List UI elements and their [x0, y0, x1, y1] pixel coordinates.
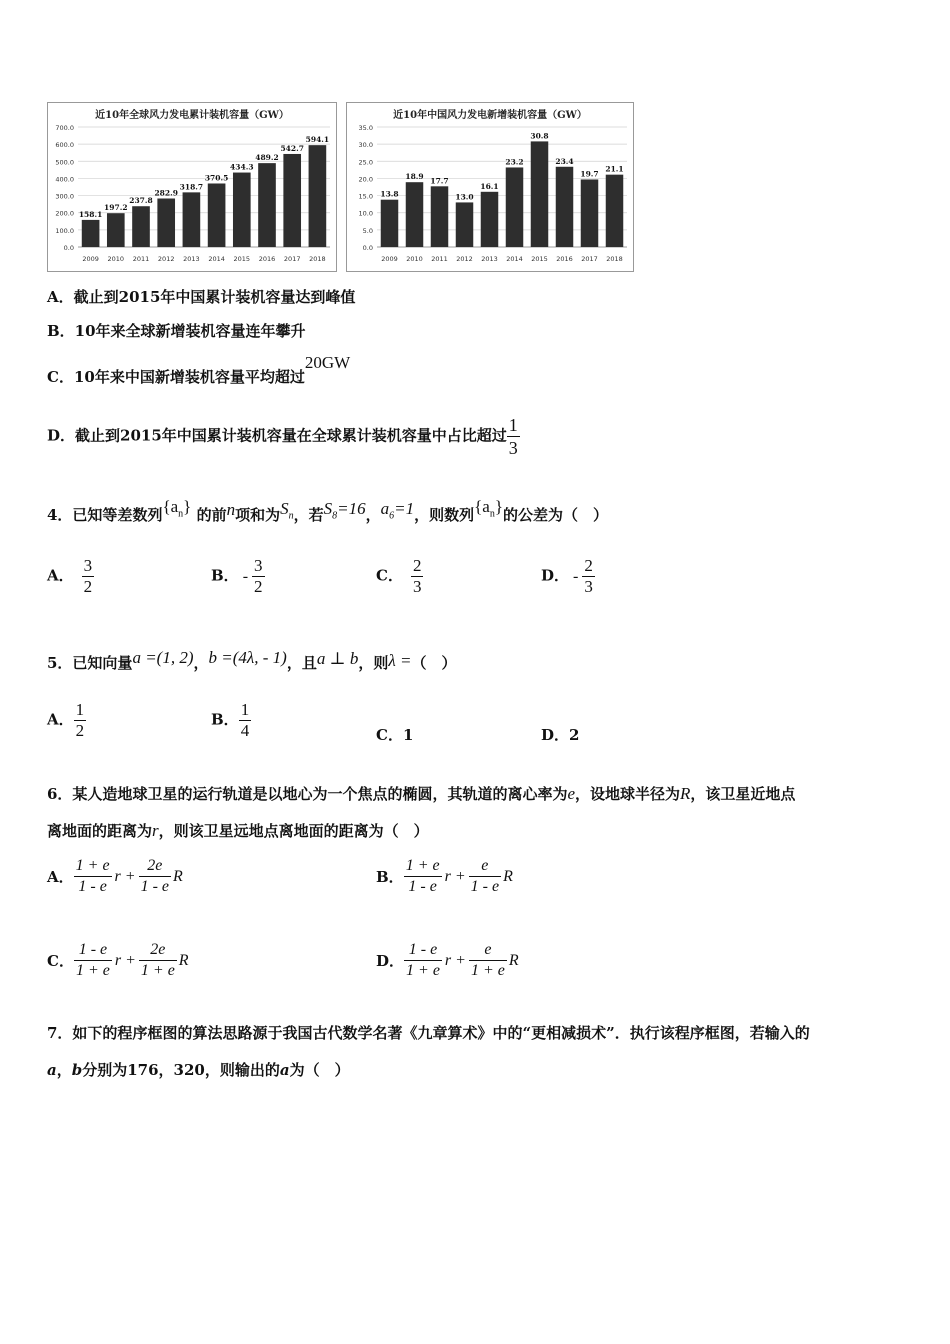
q3-option-d-fraction [507, 414, 520, 459]
q5-opt-b-den: 4 [240, 721, 250, 740]
chart-bar [309, 145, 327, 247]
q5-stem-2: ，且 [286, 654, 317, 672]
q4-opt-num: 3 [254, 556, 263, 575]
q6-opt-frac-1 [404, 856, 442, 897]
q6-opt-mid: r + [114, 951, 136, 969]
q4-opt-den: 2 [254, 577, 263, 596]
q6-opt-end: R [508, 951, 519, 969]
global-capacity-chart-svg [48, 103, 336, 271]
q5-opt-b-fraction [239, 700, 252, 741]
q4-a6: a [380, 499, 390, 518]
chart-category-label: 2009 [381, 255, 398, 263]
q7-line2-b: 为（ ） [289, 1061, 350, 1079]
q6-opt-d2: 1 + e [140, 962, 175, 979]
q5-opt-a-fraction [74, 700, 87, 741]
q6-opt-n1: 1 + e [74, 856, 112, 877]
chart-value-label: 17.7 [430, 176, 449, 186]
q5-stem-3: ，则 [358, 654, 389, 672]
chart-bar [606, 175, 624, 247]
q4-comma: ， [365, 506, 381, 524]
global-capacity-chart [47, 102, 337, 272]
chart-category-label: 2016 [258, 255, 276, 263]
q6-opt-d1: 1 + e [75, 962, 110, 979]
q6-opt-end: R [503, 867, 513, 885]
chart-category-label: 2013 [481, 255, 498, 263]
q4-opt-den: 3 [412, 577, 422, 596]
q6-opt-expression [404, 940, 519, 981]
q5-stem [47, 648, 456, 678]
q4-a6-sub: 6 [389, 510, 395, 522]
q6-stem-line-1 [47, 783, 795, 804]
q6-opt-label: A． [47, 868, 74, 886]
q6-opt-label: D． [376, 952, 405, 970]
chart-bar [406, 182, 424, 247]
chart-category-label: 2010 [107, 255, 125, 263]
chart-category-label: 2015 [233, 255, 251, 263]
q6-opt-n1: 1 - e [404, 940, 442, 961]
chart-value-label: 282.9 [154, 188, 178, 198]
chart-value-label: 318.7 [179, 182, 204, 192]
chart-ytick-label: 15.0 [358, 192, 373, 201]
q4-option-a [47, 556, 94, 597]
q6-opt-label: B． [376, 868, 404, 886]
q4-stem-2: 的前 [196, 506, 227, 524]
chart-value-label: 13.0 [455, 192, 474, 202]
q3-option-d-text: D．截止到2015年中国累计装机容量在全球累计装机容量中占比超过 [47, 426, 507, 445]
q4-opt-sign: - [573, 567, 579, 585]
q4-opt-num: 3 [83, 556, 93, 575]
chart-value-label: 594.1 [305, 135, 330, 145]
q3-option-b: B．10年来全球新增装机容量连年攀升 [47, 322, 306, 340]
q4-opt-label: B． [211, 566, 239, 585]
chart-bar [132, 206, 150, 247]
chart-bar [481, 192, 499, 247]
chart-bar [556, 167, 574, 247]
q6-line2-a: 离地面的距离为 [47, 822, 153, 840]
chart-value-label: 16.1 [480, 181, 499, 191]
q4-opt-den: 2 [83, 577, 93, 596]
chart-ytick-label: 700.0 [55, 124, 74, 132]
q5-option-d: D．2 [541, 726, 580, 744]
chart-title: 近10年全球风力发电累计装机容量（GW） [95, 110, 289, 121]
q4-seq-sub: n [178, 508, 184, 520]
chart-category-label: 2010 [406, 255, 423, 263]
q6-opt-end: R [173, 867, 183, 885]
q5-a-vec: a =(1, 2) [132, 648, 194, 667]
chart-bar [258, 163, 276, 247]
q5-opt-b-label: B． [211, 710, 239, 729]
q6-opt-frac-2 [139, 940, 177, 981]
q6-opt-n2: e [469, 940, 507, 961]
q6-opt-d1: 1 - e [408, 878, 437, 895]
q3-option-c [47, 353, 351, 387]
q4-opt-num: 2 [584, 556, 593, 575]
chart-category-label: 2009 [82, 255, 99, 263]
q6-opt-expression [74, 856, 183, 897]
chart-category-label: 2018 [309, 255, 326, 263]
q4-S8-val: =16 [337, 499, 366, 518]
china-new-capacity-chart [346, 102, 634, 272]
chart-title: 近10年中国风力发电新增装机容量（GW） [393, 110, 587, 121]
q4-S: S [280, 499, 289, 518]
q4-a6-val: =1 [394, 499, 415, 518]
q4-S-sub: n [288, 510, 294, 522]
q6-option-c [47, 940, 189, 981]
q4-S8: S [323, 499, 333, 518]
q6-stem-line-2 [47, 820, 429, 841]
q6-opt-n2: 2e [139, 940, 177, 961]
q6-option-b [376, 856, 513, 897]
chart-category-label: 2014 [208, 255, 225, 263]
q6-opt-mid: r + [444, 951, 466, 969]
chart-category-label: 2011 [132, 255, 150, 263]
q5-opt-a-label: A． [47, 710, 74, 729]
chart-category-label: 2011 [431, 255, 448, 263]
chart-category-label: 2015 [531, 255, 548, 263]
q4-opt-label: A． [47, 566, 74, 585]
q6-R: R [680, 784, 691, 803]
q6-opt-end: R [178, 951, 189, 969]
chart-value-label: 489.2 [255, 153, 279, 163]
chart-bar [107, 213, 125, 247]
q6-e: e [567, 784, 575, 803]
q7-a2: a [279, 1061, 290, 1079]
q5-lambda: λ = [388, 651, 412, 670]
q6-opt-expression [404, 856, 513, 897]
q5-b-vec: b =(4λ, - 1) [208, 648, 287, 667]
chart-bar [82, 220, 100, 247]
chart-value-label: 158.1 [78, 209, 103, 219]
q5-stem-4: （ ） [411, 654, 457, 672]
chart-value-label: 21.1 [605, 164, 624, 174]
q4-opt-den: 3 [584, 577, 593, 596]
q6-opt-d1: 1 - e [78, 878, 107, 895]
q4-opt-fraction [411, 556, 424, 597]
q5-opt-a-den: 2 [75, 721, 85, 740]
q6-opt-frac-2 [469, 940, 507, 981]
chart-bar [157, 199, 175, 247]
q4-seq-brace [162, 497, 192, 520]
q6-opt-d2: 1 + e [470, 962, 505, 979]
chart-ytick-label: 300.0 [55, 192, 74, 201]
chart-ytick-label: 0.0 [63, 244, 74, 252]
q4-opt-sign: - [242, 567, 249, 585]
q4-opt-label: D． [541, 566, 570, 585]
q6-line2-b: ，则该卫星远地点离地面的距离为（ ） [158, 822, 429, 840]
q4-n: n [226, 500, 236, 519]
chart-bar [381, 200, 399, 247]
chart-ytick-label: 100.0 [55, 226, 74, 235]
q4-opt-fraction [582, 556, 595, 597]
q7-a: a [47, 1061, 57, 1079]
q5-opt-b-num: 1 [240, 700, 250, 719]
q4-option-b [211, 556, 265, 597]
chart-bar [531, 141, 549, 247]
chart-value-label: 13.8 [380, 189, 399, 199]
q6-opt-expression [74, 940, 189, 981]
chart-value-label: 18.9 [405, 172, 424, 182]
q4-seq-2-close: } [494, 497, 504, 516]
chart-category-label: 2014 [506, 255, 523, 263]
chart-ytick-label: 5.0 [362, 226, 373, 235]
q6-opt-d1: 1 + e [406, 962, 440, 979]
q6-opt-d2: 1 - e [140, 878, 170, 895]
q7-sep: ， [56, 1061, 72, 1079]
q5-perp: a ⊥ b [316, 649, 359, 668]
chart-value-label: 237.8 [129, 196, 153, 206]
chart-ytick-label: 25.0 [358, 158, 373, 167]
chart-ytick-label: 600.0 [55, 141, 74, 150]
q3-d-denominator: 3 [508, 438, 518, 458]
q4-stem-3: 项和为 [235, 506, 281, 524]
q5-comma: ， [193, 654, 209, 672]
q4-stem-6: 的公差为（ ） [503, 506, 609, 524]
chart-category-label: 2012 [456, 255, 473, 263]
q4-S8-sub: 8 [332, 510, 338, 522]
q6-line1-a: 6．某人造地球卫星的运行轨道是以地心为一个焦点的椭圆，其轨道的离心率为 [47, 785, 568, 803]
chart-ytick-label: 30.0 [358, 141, 373, 150]
chart-value-label: 19.7 [580, 169, 599, 179]
q4-option-d [541, 556, 595, 597]
chart-value-label: 197.2 [104, 203, 128, 213]
chart-ytick-label: 400.0 [55, 175, 74, 184]
q6-opt-frac-2 [139, 856, 171, 897]
chart-bar [233, 173, 251, 247]
q6-option-d [376, 940, 519, 981]
q4-opt-fraction [252, 556, 265, 597]
q4-stem [47, 498, 608, 539]
chart-category-label: 2017 [581, 255, 598, 263]
q6-opt-frac-1 [404, 940, 442, 981]
chart-bar [456, 202, 474, 247]
q6-opt-label: C． [47, 952, 74, 970]
chart-bar [431, 186, 449, 247]
chart-ytick-label: 0.0 [362, 244, 373, 252]
chart-bar [581, 179, 599, 247]
q4-stem-5: ，则数列 [414, 506, 475, 524]
q3-d-numerator: 1 [508, 415, 518, 435]
chart-value-label: 23.2 [505, 157, 524, 167]
chart-value-label: 542.7 [280, 143, 304, 153]
chart-category-label: 2018 [606, 255, 623, 263]
q6-opt-d2: 1 - e [470, 878, 500, 895]
chart-category-label: 2016 [556, 255, 573, 263]
q6-opt-mid: r + [444, 867, 466, 885]
chart-ytick-label: 10.0 [358, 209, 373, 218]
chart-value-label: 370.5 [204, 173, 229, 183]
q5-opt-a-num: 1 [75, 700, 85, 719]
q6-opt-n1: 1 - e [74, 940, 112, 961]
q4-stem-1: 4．已知等差数列 [47, 506, 163, 524]
q3-option-a: A．截止到2015年中国累计装机容量达到峰值 [47, 288, 356, 306]
chart-ytick-label: 200.0 [55, 209, 74, 218]
chart-bar [208, 183, 226, 247]
chart-ytick-label: 20.0 [358, 175, 373, 184]
q6-opt-frac-1 [74, 856, 112, 897]
chart-ytick-label: 500.0 [55, 158, 74, 167]
q4-opt-num: 2 [412, 556, 422, 575]
chart-category-label: 2012 [157, 255, 175, 263]
chart-category-label: 2017 [283, 255, 301, 263]
q4-stem-4: ，若 [293, 506, 324, 524]
chart-bar [506, 167, 524, 247]
chart-value-label: 30.8 [530, 131, 549, 141]
q6-option-a [47, 856, 183, 897]
q4-seq: {a [162, 497, 179, 516]
q5-option-c: C．1 [376, 726, 414, 744]
q4-opt-fraction [82, 556, 95, 597]
q7-stem-line-1: 7．如下的程序框图的算法思路源于我国古代数学名著《九章算术》中的“更相减损术”．执行该程序框图，若输入的 [47, 1024, 810, 1042]
q7-b: b [71, 1061, 83, 1079]
q3-option-c-text: C．10年来中国新增装机容量平均超过 [47, 368, 305, 386]
q6-opt-n2: 2e [139, 856, 171, 877]
chart-bar [283, 154, 301, 247]
chart-value-label: 23.4 [555, 156, 574, 166]
q3-option-c-math: 20GW [304, 353, 351, 372]
q6-opt-mid: r + [114, 867, 136, 885]
q6-opt-n2: e [469, 856, 501, 877]
q3-option-d [47, 414, 520, 459]
q7-line2-a: 分别为176，320，则输出的 [82, 1061, 280, 1079]
chart-value-label: 434.3 [230, 162, 254, 172]
chart-ytick-label: 35.0 [358, 124, 373, 132]
chart-bar [183, 192, 201, 247]
q5-option-a [47, 700, 86, 741]
q4-seq-2: {a [474, 497, 490, 516]
q6-r: r [152, 821, 159, 840]
q6-opt-frac-2 [469, 856, 501, 897]
q7-stem-line-2 [47, 1059, 350, 1080]
q4-seq-close: } [183, 497, 192, 516]
q4-seq-2-sub: n [489, 508, 495, 520]
q4-opt-label: C． [376, 566, 403, 585]
q4-option-c [376, 556, 423, 597]
q5-stem-1: 5．已知向量 [47, 654, 133, 672]
china-new-capacity-chart-svg [347, 103, 633, 271]
chart-category-label: 2013 [183, 255, 200, 263]
q6-line1-c: ，该卫星近地点 [690, 785, 796, 803]
q6-opt-n1: 1 + e [404, 856, 442, 877]
q5-option-b [211, 700, 251, 741]
q6-line1-b: ，设地球半径为 [575, 785, 681, 803]
q6-opt-frac-1 [74, 940, 112, 981]
